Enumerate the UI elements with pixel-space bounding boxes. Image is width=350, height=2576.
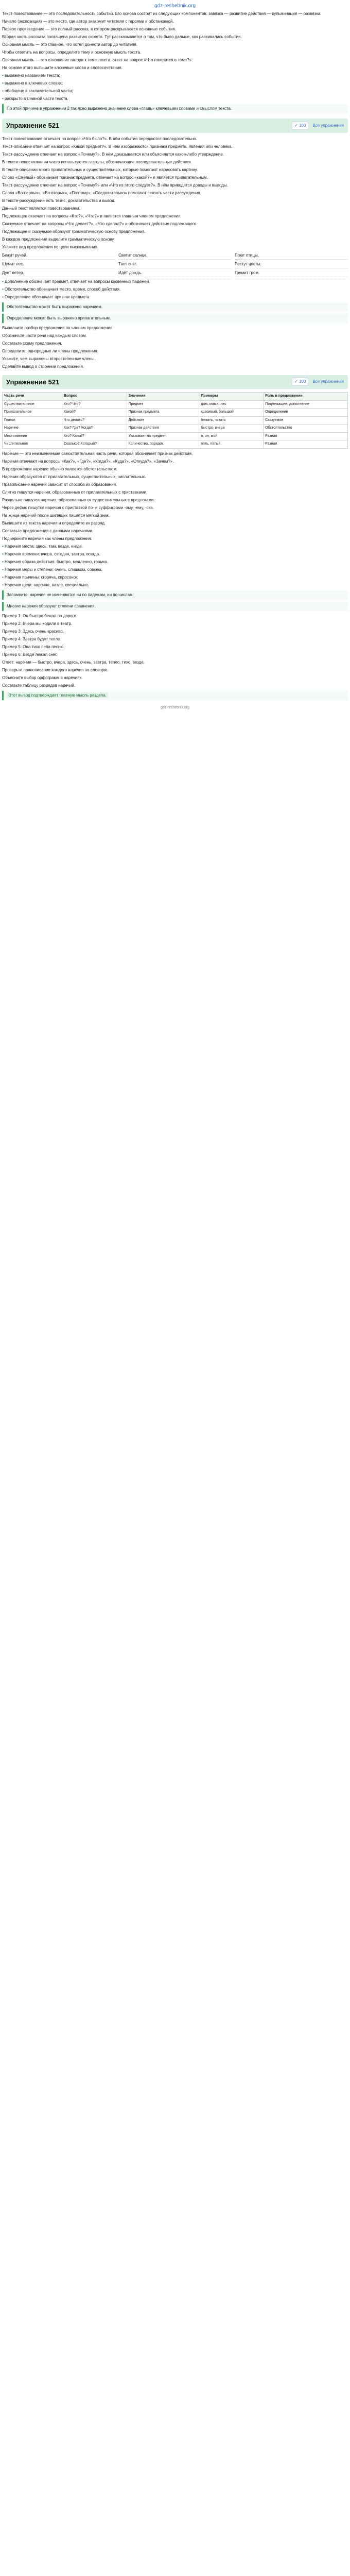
table-cell: Сколько? Который? (62, 440, 127, 449)
section2-list-item: • Наречия меры и степени: очень, слишком, совсем. (2, 567, 348, 573)
section2-tail: Пример 3: Здесь очень красиво. (2, 629, 64, 634)
table-row (3, 440, 348, 449)
section2-final-note (2, 691, 348, 700)
page (0, 0, 350, 716)
section1-body (2, 136, 348, 370)
table-cell: Местоимение (3, 432, 62, 440)
table-cell: Сказуемое (264, 416, 348, 425)
intro-list-item: • обобщено в заключительной части; (2, 88, 348, 94)
table-cell: Признак предмета (127, 409, 199, 417)
example-item: Идёт дождь. (118, 269, 232, 277)
section1-note-text: Определение может быть выражено прилагательным. (7, 315, 111, 320)
section2-tail: Пример 4: Завтра будет тепло. (2, 636, 61, 641)
example-item: Поют птицы. (235, 252, 348, 260)
table-cell: бежать, читать (199, 416, 264, 425)
section2-header (2, 375, 348, 389)
intro-paragraph: На основе этого выпишите ключевые слова и словосочетания. (2, 65, 122, 70)
section1-paragraph: Текст-рассуждение отвечает на вопрос «Почему?» или «Что из этого следует?». В нём приводятся доводы и выводы. (2, 182, 228, 188)
section1-paragraph: Укажите вид предложения по цели высказывания. (2, 244, 99, 249)
section1-more: Выполните разбор предложения по членам предложения. (2, 325, 114, 330)
table-cell: Кто? Что? (62, 400, 127, 409)
section1-tools (292, 122, 344, 130)
section2-note-text: Запомните: наречия не изменяются ни по падежам, ни по числам. (7, 592, 134, 597)
section2-paragraph: Выпишите из текста наречия и определите их разряд. (2, 520, 106, 526)
intro-section (2, 11, 348, 113)
table-cell: Числительное (3, 440, 62, 449)
table-cell: Действие (127, 416, 199, 425)
section1-more: Определите, однородные ли члены предложения. (2, 348, 98, 353)
table-cell: Указывает на предмет (127, 432, 199, 440)
section2-body (2, 392, 348, 700)
section2-tail: Проверьте правописание каждого наречия по словарю. (2, 667, 109, 672)
footer-text[interactable]: gdz-reshebnik.org (160, 705, 190, 709)
table-cell: Глагол (3, 416, 62, 425)
table-cell: Существительное (3, 400, 62, 409)
section2-paragraph: Правописание наречий зависит от способа их образования. (2, 482, 117, 487)
section1-more: Обозначьте части речи над каждым словом. (2, 333, 87, 338)
table-cell: Кто? Какой? (62, 432, 127, 440)
site-header[interactable] (2, 0, 348, 11)
section2-list-item: • Наречия места: здесь, там, везде, нигде. (2, 544, 348, 550)
table-cell: Разная (264, 432, 348, 440)
section2-rating-button[interactable]: ✓ 100 (292, 378, 308, 386)
table-cell: Что делать? (62, 416, 127, 425)
section1-more: Составьте схему предложения. (2, 341, 62, 346)
section1-more: Укажите, чем выражены второстепенные члены. (2, 356, 96, 361)
section2-note (2, 602, 348, 611)
section2-list-item: • Наречия цели: нарочно, назло, специально. (2, 582, 348, 588)
section2-all-link[interactable]: Все упражнения (312, 379, 344, 384)
section1-examples (2, 252, 348, 277)
section1-paragraph: В каждом предложении выделите грамматическую основу. (2, 236, 115, 242)
section2-paragraph: Через дефис пишутся наречия с приставкой по- и суффиксами -ому, -ему, -ски. (2, 505, 154, 510)
section2-tail: Пример 2: Вчера мы ходили в театр. (2, 621, 73, 626)
example-item: Тает снег. (118, 261, 232, 268)
table-header-cell: Значение (127, 393, 199, 401)
table-row (3, 425, 348, 433)
section2-paragraph: Слитно пишутся наречия, образованные от прилагательных с приставками. (2, 489, 148, 495)
example-item: Шумит лес. (2, 261, 115, 268)
section2-note (2, 590, 348, 600)
site-name[interactable]: gdz-reshebnik.org (154, 3, 196, 9)
section1-all-link[interactable]: Все упражнения (312, 123, 344, 128)
section2-tail: Объясните выбор орфограмм в наречиях. (2, 675, 83, 680)
section1-paragraph: Слова «Во-первых», «Во-вторых», «Поэтому», «Следовательно» помогают связать части рассуждения. (2, 190, 201, 195)
section1-list-item: • Обстоятельство обозначает место, время, способ действия. (2, 286, 348, 293)
section1-paragraph: В тексте-описании много прилагательных и существительных, которые помогают нарисовать картину. (2, 167, 198, 172)
section1-note-text: Обстоятельство может быть выражено наречием. (7, 304, 102, 309)
section2-list-item: • Наречия образа действия: быстро, медленно, громко. (2, 559, 348, 565)
intro-paragraph: Вторая часть рассказа посвящена развитию сюжета. Тут рассказывается о том, что было дальше, как развивались события. (2, 35, 242, 39)
table-cell: Разная (264, 440, 348, 449)
section2-paragraph: Наречие — это неизменяемая самостоятельная часть речи, которая обозначает признак действия. (2, 451, 193, 456)
section1-rating-button[interactable]: ✓ 100 (292, 122, 308, 130)
section2-tail: Пример 5: Она тихо пела песню. (2, 644, 65, 649)
section1-paragraph: Текст-рассуждение отвечает на вопрос «Почему?». В нём доказывается или объясняется какое-либо утверждение. (2, 151, 224, 157)
table-row (3, 416, 348, 425)
intro-paragraph: Текст-повествование — это последовательность событий. Его основа состоит из следующих компонентов: завязка — развитие действия — кульминация — развязка. (2, 11, 322, 16)
intro-list-item: • раскрыто в главной части текста. (2, 96, 348, 102)
table-row (3, 432, 348, 440)
intro-closing-note (2, 104, 348, 113)
intro-paragraph: Основная мысль — это отношение автора к теме текста, ответ на вопрос «Что говорится о теме?». (2, 58, 193, 62)
section1-paragraph: В тексте-повествовании часто используются глаголы, обозначающие последовательные действия. (2, 159, 192, 164)
section2-paragraph: Наречия отвечают на вопросы «Как?», «Где?», «Когда?», «Куда?», «Откуда?», «Зачем?». (2, 459, 174, 464)
table-row (3, 400, 348, 409)
section1-header (2, 118, 348, 133)
table-cell: Какой? (62, 409, 127, 417)
section1-list-item: • Дополнение обозначает предмет, отвечает на вопросы косвенных падежей. (2, 279, 348, 285)
section2-title: Упражнение 521 (6, 378, 60, 386)
section2-paragraph: Раздельно пишутся наречия, образованные от существительных с предлогами. (2, 497, 155, 502)
table-cell: красивый, большой (199, 409, 264, 417)
section2-tail: Пример 6: Везде лежал снег. (2, 652, 58, 657)
section2-paragraph: В предложении наречие обычно является обстоятельством. (2, 466, 118, 471)
intro-list-item: • выражено в ключевых словах; (2, 80, 348, 87)
section1-paragraph: Слово «Смелый» обозначает признак предмета, отвечает на вопрос «какой?» и является прилагательным. (2, 175, 208, 180)
table-cell: Количество, порядок (127, 440, 199, 449)
section2-tail: Составьте таблицу разрядов наречий. (2, 683, 76, 688)
intro-paragraph: Основная мысль — это главное, что хотел донести автор до читателя. (2, 42, 137, 47)
table-cell: Как? Где? Когда? (62, 425, 127, 433)
intro-closing-text: По этой причине в упражнении 2 так ясно выражено значение слова «гладь» ключевыми словами и смыслом текста. (7, 106, 232, 111)
table-cell: быстро, вчера (199, 425, 264, 433)
table-cell: я, он, мой (199, 432, 264, 440)
section1-paragraph: Текст-повествование отвечает на вопрос «Что было?». В нём события передаются последовательно. (2, 136, 197, 141)
table-header-cell: Примеры (199, 393, 264, 401)
section2-tail: Ответ: наречия — быстро, вчера, здесь, очень, завтра, тепло, тихо, везде. (2, 659, 145, 665)
section1-paragraph: Подлежащее и сказуемое образуют грамматическую основу предложения. (2, 229, 146, 234)
section1-note (2, 302, 348, 312)
section1-list-item: • Определение обозначает признак предмета. (2, 294, 348, 300)
section2-paragraph: На конце наречий после шипящих пишется мягкий знак. (2, 513, 110, 518)
table-row (3, 409, 348, 417)
table-header-cell: Вопрос (62, 393, 127, 401)
table-cell: Предмет (127, 400, 199, 409)
table-cell: Обстоятельство (264, 425, 348, 433)
section2-tools (292, 378, 344, 386)
table-cell: дом, мама, лес (199, 400, 264, 409)
example-item: Растут цветы. (235, 261, 348, 268)
section1-more: Сделайте вывод о строении предложения. (2, 364, 84, 369)
section2-paragraph: Составьте предложения с данными наречиями. (2, 528, 94, 533)
example-item: Гремит гром. (235, 269, 348, 277)
section2-final-note-text: Этот вывод подтверждает главную мысль раздела. (7, 692, 108, 698)
section1-paragraph: Текст-описание отвечает на вопрос «Какой предмет?». В нём изображаются признаки предмета, явления или человека. (2, 144, 233, 149)
intro-paragraph: Чтобы ответить на вопросы, определите тему и основную мысль текста. (2, 50, 142, 55)
table-cell: пять, пятый (199, 440, 264, 449)
section2-tail: Пример 1: Он быстро бежал по дороге. (2, 613, 78, 618)
section2-paragraph: Подчеркните наречия как члены предложения. (2, 536, 92, 541)
intro-paragraph: Начало (экспозиция) — это место, где автор знакомит читателя с героями и обстановкой. (2, 19, 174, 24)
table-header-cell: Часть речи (3, 393, 62, 401)
table-header-cell: Роль в предложении (264, 393, 348, 401)
example-item: Дует ветер. (2, 269, 115, 277)
section2-list-item: • Наречия причины: сгоряча, спросонок. (2, 574, 348, 581)
section1-paragraph: Данный текст является повествованием. (2, 206, 80, 211)
section1-note (2, 314, 348, 323)
intro-paragraph: Первое произведение — это полный рассказ, в котором раскрываются основные события. (2, 27, 177, 31)
table-cell: Определение (264, 409, 348, 417)
table-cell: Наречие (3, 425, 62, 433)
section1-paragraph: В тексте-рассуждении есть тезис, доказательства и вывод. (2, 198, 116, 203)
section1-title: Упражнение 521 (6, 122, 60, 129)
parts-of-speech-table (2, 392, 348, 449)
section1-paragraph: Сказуемое отвечает на вопросы «Что делает?», «Что сделал?» и обозначает действие подлежащего. (2, 221, 198, 226)
page-footer (2, 702, 348, 716)
section2-list-item: • Наречия времени: вчера, сегодня, завтра, всегда. (2, 551, 348, 557)
section1-paragraph: Подлежащее отвечает на вопросы «Кто?», «Что?» и является главным членом предложения. (2, 213, 182, 218)
table-header-row (3, 393, 348, 401)
table-cell: Признак действия (127, 425, 199, 433)
section2-note-text: Многие наречия образуют степени сравнения. (7, 603, 96, 608)
intro-list-item: • выражено названием текста; (2, 73, 348, 79)
section2-paragraph: Наречия образуются от прилагательных, существительных, числительных. (2, 474, 146, 479)
table-cell: Прилагательное (3, 409, 62, 417)
table-cell: Подлежащее, дополнение (264, 400, 348, 409)
example-item: Бежит ручей. (2, 252, 115, 260)
example-item: Светит солнце. (118, 252, 232, 260)
